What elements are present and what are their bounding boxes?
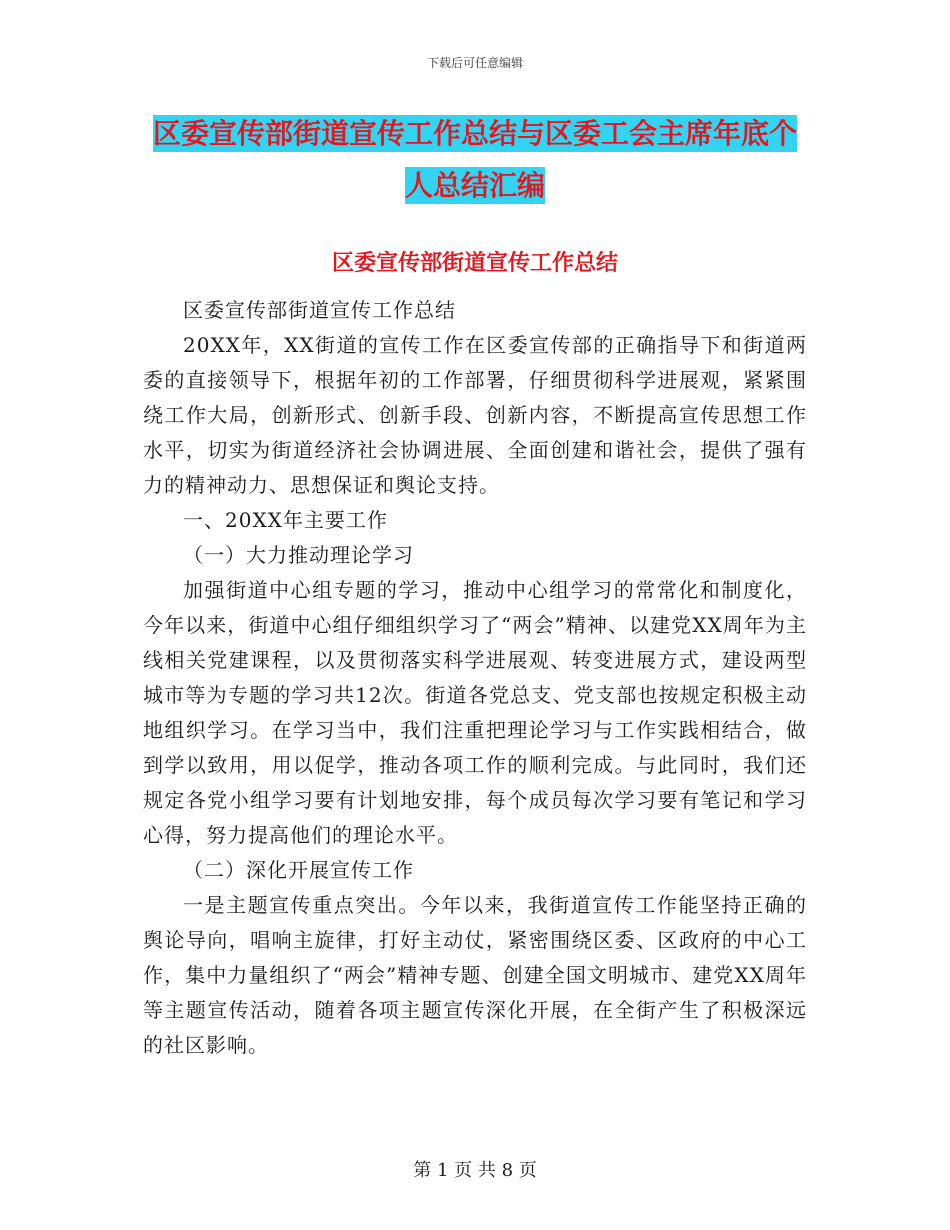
document-body (143, 293, 807, 1063)
paragraph: 区委宣传部街道宣传工作总结 (183, 298, 456, 322)
section-title: 区委宣传部街道宣传工作总结 (331, 251, 618, 276)
paragraph: 加强街道中心组专题的学习，推动中心组学习的常常化和制度化，今年以来，街道中心组仔细组织学习了“两会”精神、以建党XX周年为主线相关党建课程，以及贯彻落实科学进展观、转变进展方式，建设两型城市等为专题的学习共12次。街道各党总支、党支部也按规定积极主动地组织学习。在学习当中，我们注重把理论学习与工作实践相结合，做到学以致用，用以促学，推动各项工作的顺利完成。与此同时，我们还规定各党小组学习要有计划地安排，每个成员每次学习要有笔记和学习心得，努力提高他们的理论水平。 (143, 578, 807, 847)
paragraph: 20XX年，XX街道的宣传工作在区委宣传部的正确指导下和街道两委的直接领导下，根据年初的工作部署，仔细贯彻科学进展观，紧紧围绕工作大局，创新形式、创新手段、创新内容，不断提高宣传思想工作水平，切实为街道经济社会协调进展、全面创建和谐社会，提供了强有力的精神动力、思想保证和舆论支持。 (143, 333, 807, 497)
paragraph-subheading: （二）深化开展宣传工作 (183, 858, 414, 882)
paragraph: 一是主题宣传重点突出。今年以来，我街道宣传工作能坚持正确的舆论导向，唱响主旋律，打好主动仗，紧密围绕区委、区政府的中心工作，集中力量组织了“两会”精神专题、创建全国文明城市、建党XX周年等主题宣传活动，随着各项主题宣传深化开展，在全街产生了积极深远的社区影响。 (143, 893, 807, 1057)
document-title (140, 108, 810, 212)
page-number-footer: 第 1 页 共 8 页 (413, 1160, 537, 1181)
paragraph-subheading: （一）大力推动理论学习 (183, 543, 414, 567)
document-title-line-1: 区委宣传部街道宣传工作总结与区委工会主席年底个 (152, 117, 797, 150)
document-title-line-2: 人总结汇编 (404, 169, 545, 202)
paragraph-heading: 一、20XX年主要工作 (183, 508, 388, 532)
header-note: 下载后可任意编辑 (426, 56, 523, 70)
